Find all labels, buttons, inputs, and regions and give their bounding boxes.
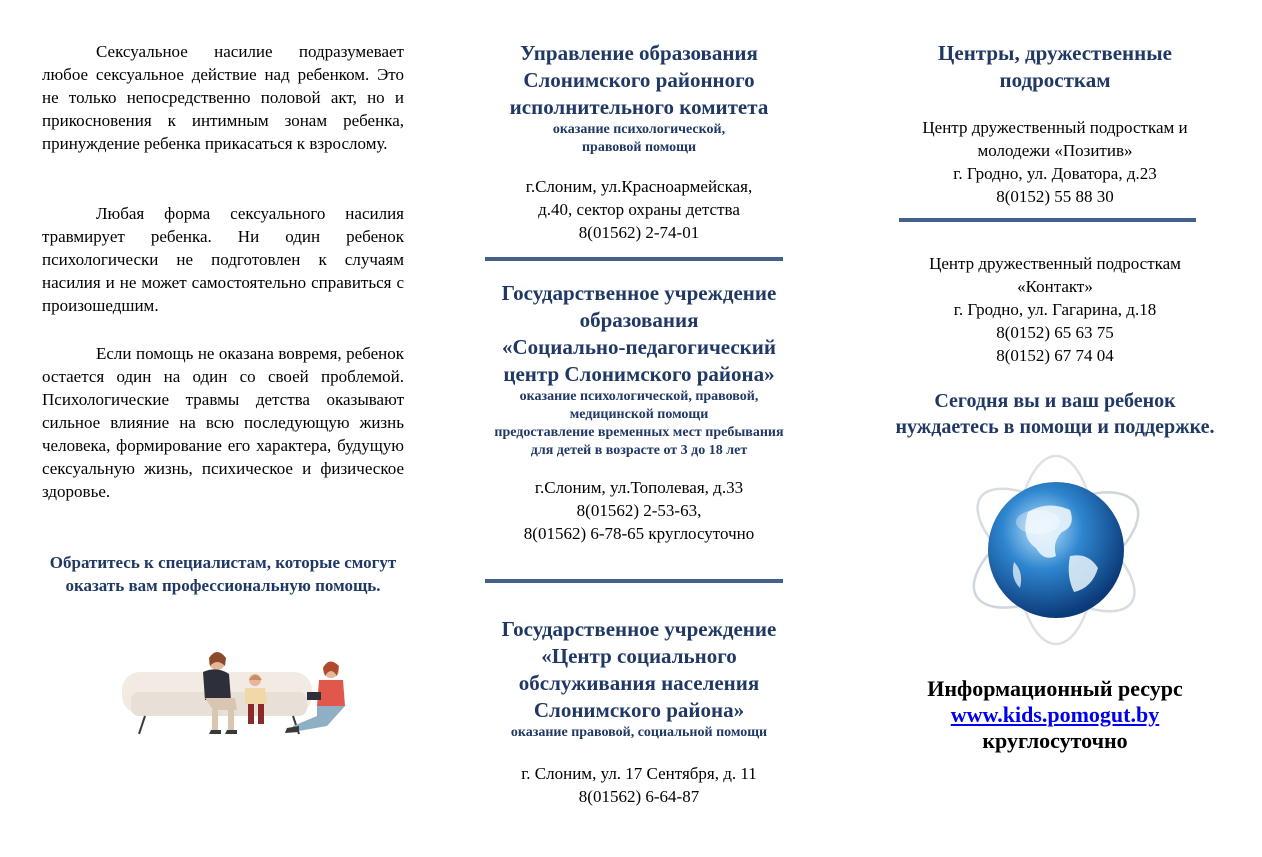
youth-centers-title xyxy=(870,40,1240,94)
org3-services: оказание правовой, социальной помощи xyxy=(510,725,768,740)
centers-title-line1: Центры, дружественные xyxy=(938,41,1172,65)
org1-title-line3: исполнительного комитета xyxy=(509,95,769,119)
divider-2 xyxy=(485,579,783,583)
org2-services-line3: предоставление временных мест пребывания xyxy=(494,425,784,440)
org2-services-line1: оказание психологической, правовой, xyxy=(519,389,759,404)
globe-icon xyxy=(958,452,1154,653)
org-education-department xyxy=(455,40,823,244)
center-kontakt xyxy=(870,252,1240,367)
org3-title-line3: обслуживания населения xyxy=(518,671,760,695)
org2-phone2: 8(01562) 6-78-65 круглосуточно xyxy=(523,524,755,543)
org2-title-line4: центр Слонимского района» xyxy=(503,362,775,386)
support-line2: нуждаетесь в помощи и поддержке. xyxy=(895,416,1215,438)
org3-phone: 8(01562) 6-64-87 xyxy=(578,787,700,806)
center-positiv xyxy=(870,116,1240,208)
center1-line1: Центр дружественный подросткам и xyxy=(922,118,1188,137)
divider-1 xyxy=(485,257,783,261)
info-resource-title: Информационный ресурс xyxy=(927,676,1183,701)
org1-address-line2: д.40, сектор охраны детства xyxy=(538,200,740,219)
paragraph-trauma: Любая форма сексуального насилия травмирует ребенка. Ни один ребенок психологически не подготовлен к случаям насилия и не может самостоятельно справиться с произошедшим. xyxy=(42,204,404,315)
center1-address: г. Гродно, ул. Доватора, д.23 xyxy=(953,164,1157,183)
org2-address: г.Слоним, ул.Тополевая, д.33 xyxy=(534,478,744,497)
paragraph-consequences: Если помощь не оказана вовремя, ребенок остается один на один со своей проблемой. Психологические травмы детства оказывают сильное влияние на всю последующую жизнь человека, формирование его характера, будущую сексуальную жизнь, психическое и физическое здоровье. xyxy=(42,344,404,501)
org2-title-line1: Государственное учреждение xyxy=(501,281,777,305)
left-column xyxy=(42,0,404,857)
org2-services-line2: медицинской помощи xyxy=(569,407,709,422)
middle-column xyxy=(455,0,823,857)
org1-services-line1: оказание психологической, xyxy=(552,122,726,137)
center2-line2: «Контакт» xyxy=(1017,277,1093,296)
org2-title-line2: образования xyxy=(579,308,699,332)
center1-line2: молодежи «Позитив» xyxy=(977,141,1133,160)
org3-title-line1: Государственное учреждение xyxy=(501,617,777,641)
support-line1: Сегодня вы и ваш ребенок xyxy=(934,390,1176,412)
org2-services-line4: для детей в возрасте от 3 до 18 лет xyxy=(530,443,748,458)
org3-title-line2: «Центр социального xyxy=(541,644,737,668)
center1-phone: 8(0152) 55 88 30 xyxy=(996,187,1114,206)
center2-address: г. Гродно, ул. Гагарина, д.18 xyxy=(953,300,1157,319)
right-column xyxy=(870,0,1240,857)
org1-services-line2: правовой помощи xyxy=(581,140,697,155)
org1-phone: 8(01562) 2-74-01 xyxy=(578,223,700,242)
info-resource xyxy=(870,676,1240,754)
info-resource-link[interactable]: www.kids.pomogut.by xyxy=(950,702,1160,727)
center2-line1: Центр дружественный подросткам xyxy=(929,254,1181,273)
org-social-service-center xyxy=(455,616,823,808)
paragraph-definition: Сексуальное насилие подразумевает любое сексуальное действие над ребенком. Это не только непосредственно половой акт, но и прикосновения к интимным зонам ребенка, принуждение ребенка прикасаться к взрослому. xyxy=(42,42,404,153)
org2-phone1: 8(01562) 2-53-63, xyxy=(576,501,702,520)
center2-phone2: 8(0152) 67 74 04 xyxy=(996,346,1114,365)
divider-3 xyxy=(899,218,1196,222)
centers-title-line2: подросткам xyxy=(999,68,1111,92)
org1-title-line1: Управление образования xyxy=(520,41,758,65)
org1-address-line1: г.Слоним, ул.Красноармейская, xyxy=(525,177,753,196)
org1-title-line2: Слонимского районного xyxy=(523,68,755,92)
family-illustration xyxy=(117,640,357,745)
center2-phone1: 8(0152) 65 63 75 xyxy=(996,323,1114,342)
org-social-pedagogical-center xyxy=(455,280,823,545)
support-message xyxy=(870,388,1240,440)
info-resource-availability: круглосуточно xyxy=(982,728,1128,753)
appeal-text: Обратитесь к специалистам, которые смогут оказать вам профессиональную помощь. xyxy=(49,553,397,595)
org3-address: г. Слоним, ул. 17 Сентября, д. 11 xyxy=(521,764,757,783)
org2-title-line3: «Социально-педагогический xyxy=(502,335,776,359)
org3-title-line4: Слонимского района» xyxy=(533,698,745,722)
